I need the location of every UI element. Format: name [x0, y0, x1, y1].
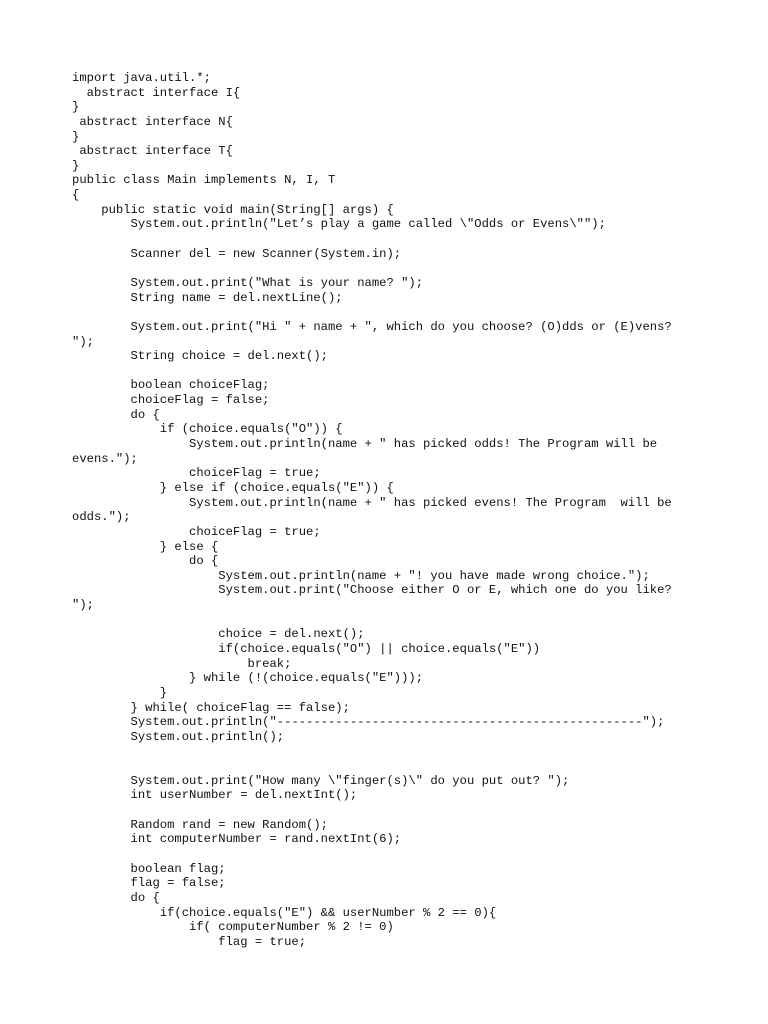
code-line: choiceFlag = true; [72, 524, 321, 539]
code-line: System.out.print("Hi " + name + ", which do you choose? (O)dds or (E)vens? [72, 319, 672, 334]
code-line: choiceFlag = true; [72, 466, 321, 481]
code-line: abstract interface N{ [72, 114, 233, 129]
code-line: System.out.println(name + " has picked evens! The Program will be [72, 495, 672, 510]
code-line: odds."); [72, 510, 131, 525]
code-line: int computerNumber = rand.nextInt(6); [72, 832, 402, 847]
code-line: choice = del.next(); [72, 627, 365, 642]
code-line [72, 803, 702, 818]
code-line: System.out.println(name + "! you have made wrong choice."); [72, 568, 650, 583]
code-line: System.out.println(name + " has picked odds! The Program will be [72, 437, 658, 452]
code-line [72, 232, 702, 247]
code-line [72, 305, 702, 320]
code-line [72, 613, 702, 628]
code-line: do { [72, 407, 160, 422]
code-line: if (choice.equals("O")) { [72, 422, 343, 437]
code-line: if(choice.equals("O") || choice.equals("E")) [72, 641, 541, 656]
code-line: } else { [72, 539, 219, 554]
code-line: "); [72, 598, 94, 613]
code-line: choiceFlag = false; [72, 393, 270, 408]
code-listing [72, 71, 702, 949]
code-line: boolean flag; [72, 861, 226, 876]
code-line: if(choice.equals("E") && userNumber % 2 == 0){ [72, 905, 497, 920]
code-line: flag = true; [72, 934, 307, 949]
code-line: } [72, 100, 80, 115]
code-line: String name = del.nextLine(); [72, 290, 343, 305]
code-line: abstract interface I{ [72, 85, 241, 100]
code-line: if( computerNumber % 2 != 0) [72, 920, 394, 935]
code-line: } while( choiceFlag == false); [72, 700, 350, 715]
code-line: public static void main(String[] args) { [72, 202, 394, 217]
code-line: System.out.println("--------------------------------------------------"); [72, 715, 665, 730]
code-line [72, 744, 702, 759]
code-line: System.out.println(); [72, 729, 285, 744]
code-line: int userNumber = del.nextInt(); [72, 788, 358, 803]
code-line: } [72, 685, 168, 700]
code-line: } else if (choice.equals("E")) { [72, 480, 394, 495]
code-line: String choice = del.next(); [72, 349, 328, 364]
code-line: System.out.print("How many \"finger(s)\" do you put out? "); [72, 773, 570, 788]
code-line: { [72, 188, 80, 203]
code-line: public class Main implements N, I, T [72, 173, 336, 188]
code-line: System.out.println("Let’s play a game called \"Odds or Evens\""); [72, 217, 606, 232]
code-line: do { [72, 890, 160, 905]
code-line: } [72, 158, 80, 173]
code-line: Scanner del = new Scanner(System.in); [72, 246, 402, 261]
code-line: import java.util.*; [72, 71, 211, 85]
code-line [72, 261, 702, 276]
code-line: break; [72, 656, 292, 671]
code-line: abstract interface T{ [72, 144, 233, 159]
code-line: do { [72, 554, 219, 569]
code-line [72, 759, 702, 774]
code-line: } while (!(choice.equals("E"))); [72, 671, 424, 686]
code-line: System.out.print("What is your name? "); [72, 275, 424, 290]
code-line: "); [72, 334, 94, 349]
code-line: } [72, 129, 80, 144]
code-line: evens."); [72, 451, 138, 466]
code-line: boolean choiceFlag; [72, 378, 270, 393]
code-line: System.out.print("Choose either O or E, which one do you like? [72, 583, 672, 598]
code-line: flag = false; [72, 876, 226, 891]
code-line [72, 364, 702, 379]
code-line: Random rand = new Random(); [72, 817, 328, 832]
code-line [72, 847, 702, 862]
